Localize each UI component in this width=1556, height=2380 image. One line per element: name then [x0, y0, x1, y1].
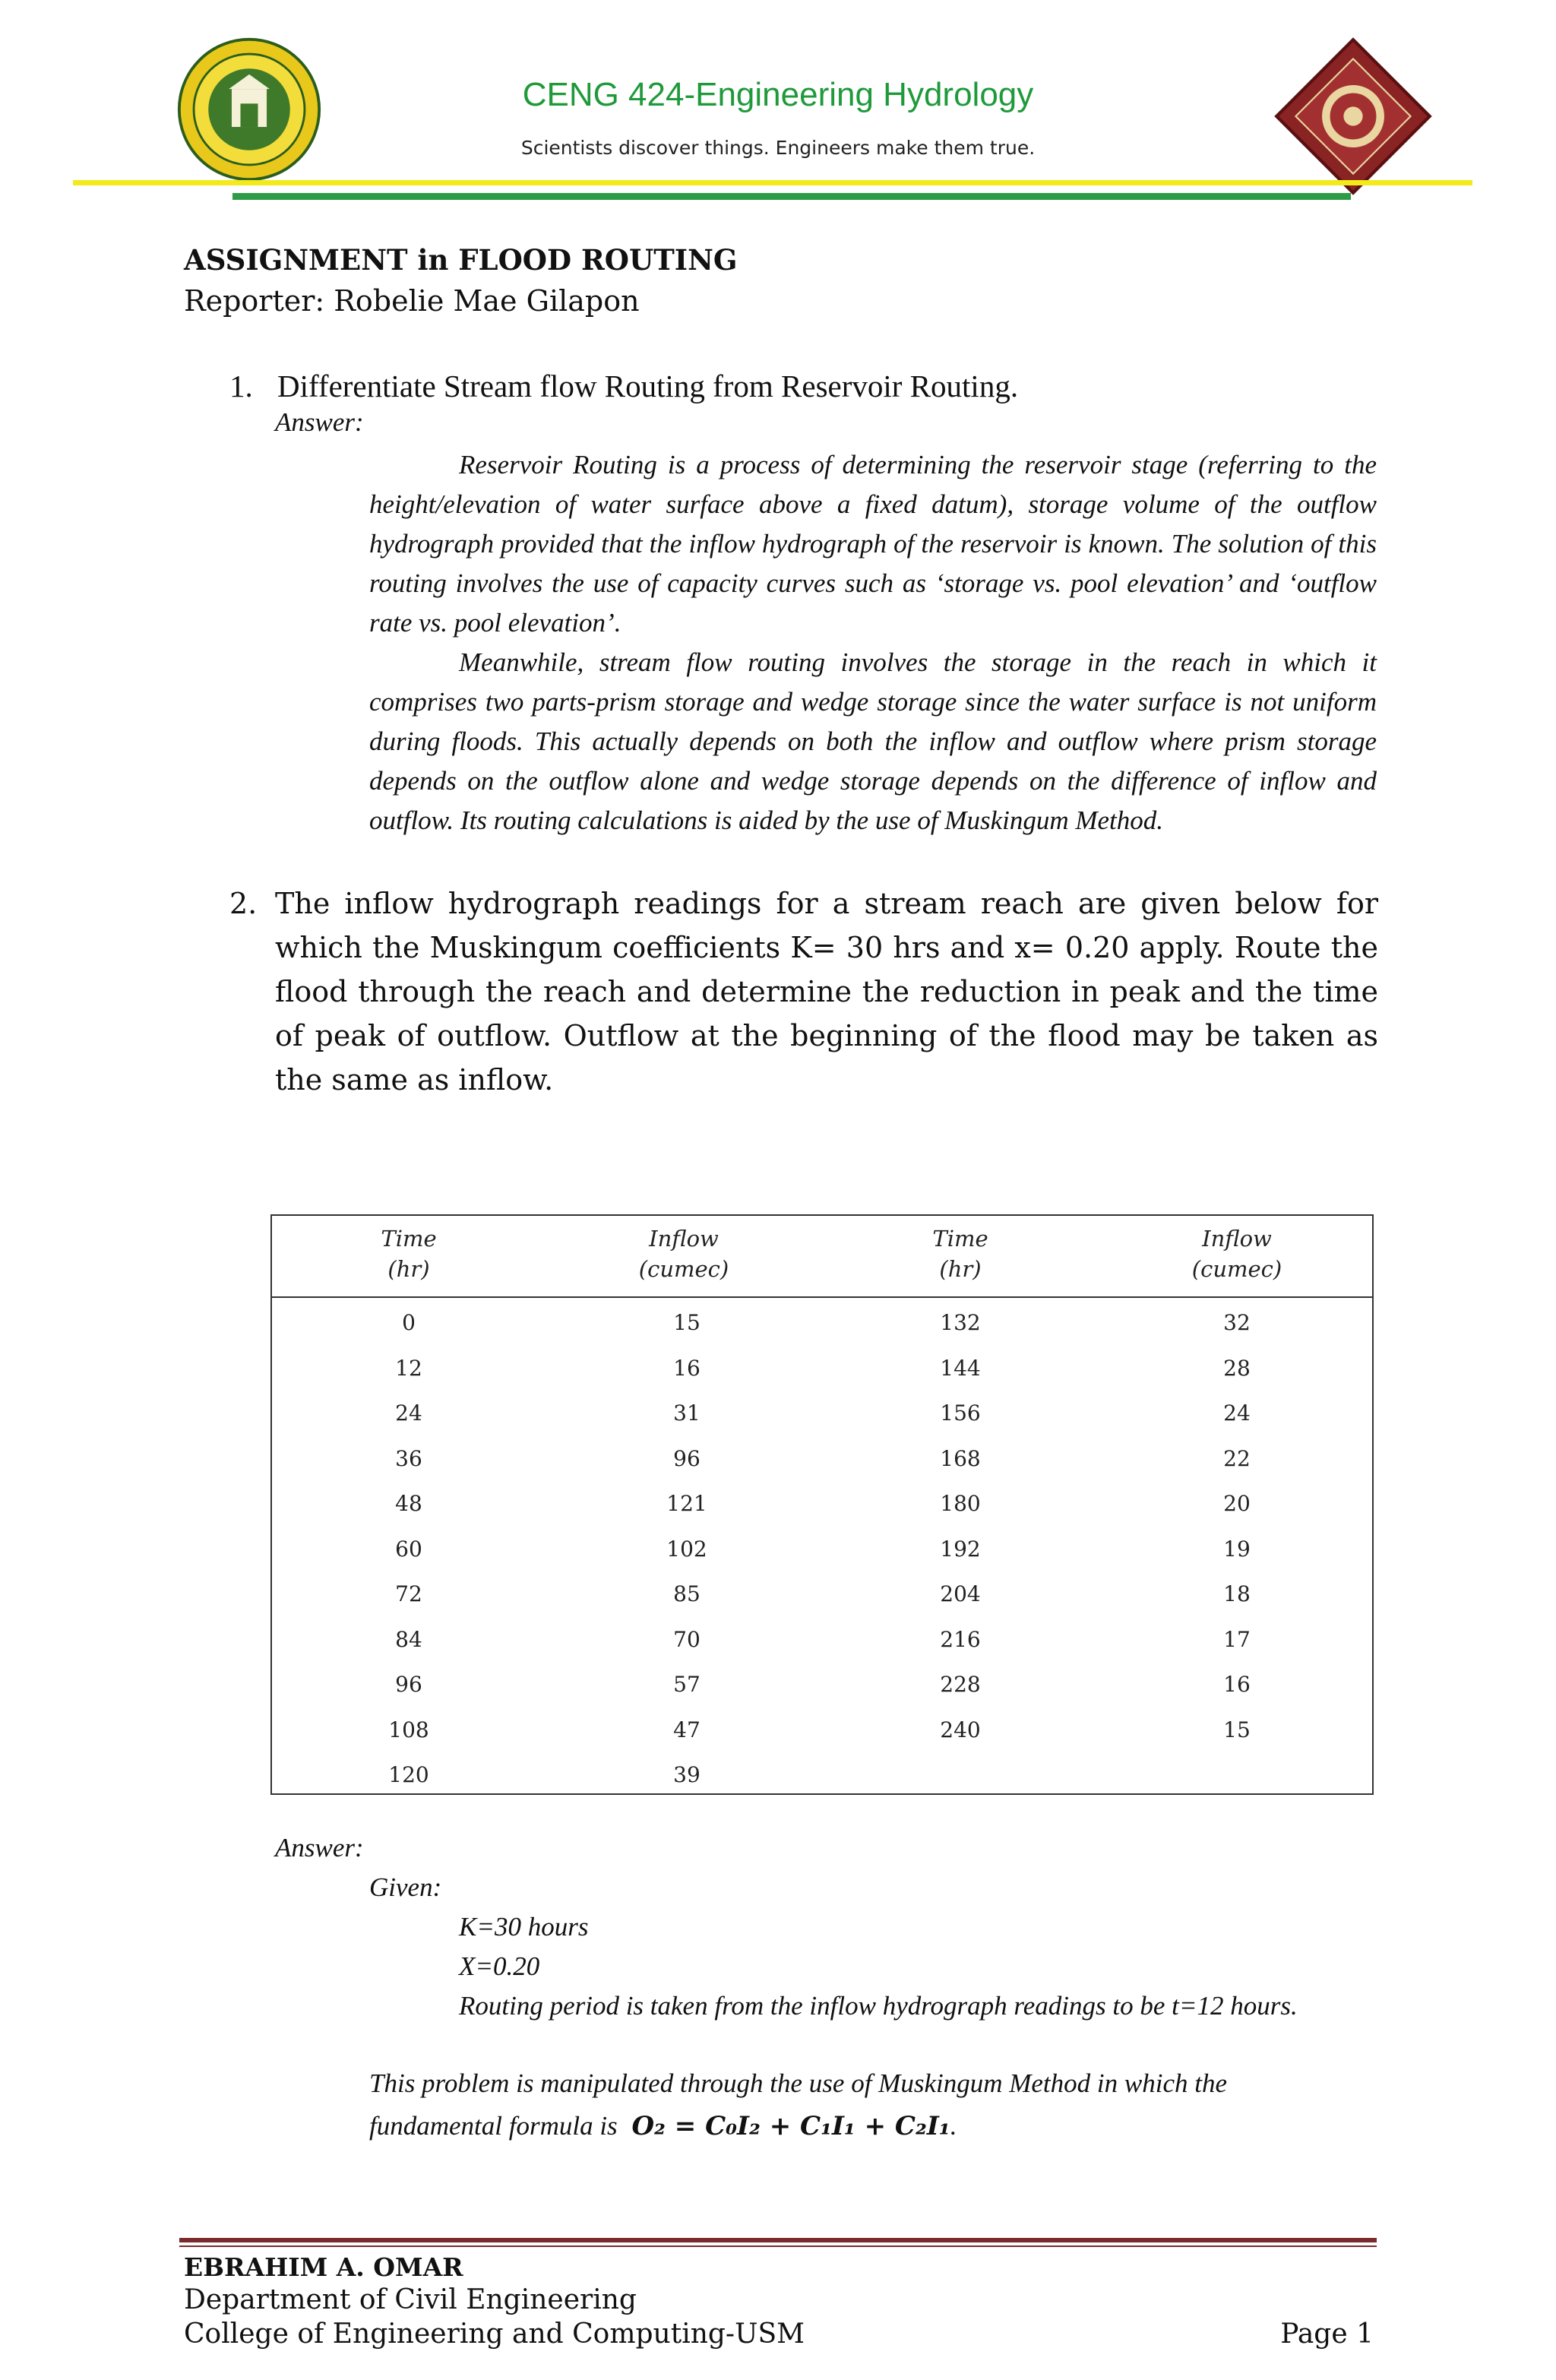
table-cell-inflow: 24 [1223, 1400, 1251, 1426]
method-sentence-line-1: This problem is manipulated through the use of Muskingum Method in which the [369, 2068, 1227, 2098]
header-rule-yellow [73, 180, 1472, 185]
assignment-title: ASSIGNMENT in FLOOD ROUTING [184, 243, 738, 277]
table-cell-time: 228 [940, 1672, 981, 1697]
answer-1-paragraph-1: Reservoir Routing is a process of determining the reservoir stage (referring to the height/elevation of water surface above a fixed datum), storage volume of the outflow hydrograph provided that the inflow hydrograph of the reservoir is known. The solution of this routing involves the use of capacity curves such as ‘storage vs. pool elevation’ and ‘outflow rate vs. pool elevation’. [369, 450, 1377, 638]
table-cell-inflow: 121 [666, 1491, 707, 1516]
table-cell-time: 144 [940, 1356, 981, 1381]
question-2-number: 2. [229, 887, 258, 920]
answer-2-label: Answer: [275, 1833, 364, 1863]
table-cell-time: 60 [395, 1537, 422, 1562]
course-title: CENG 424-Engineering Hydrology [522, 76, 1034, 113]
table-cell-time: 48 [395, 1491, 422, 1516]
table-cell-time: 180 [940, 1491, 981, 1516]
question-1 [229, 368, 1018, 404]
table-cell-inflow: 18 [1223, 1581, 1251, 1606]
table-cell-inflow: 15 [1223, 1717, 1251, 1742]
table-cell-time: 96 [395, 1672, 422, 1697]
table-cell-inflow: 70 [673, 1627, 701, 1652]
header-rule-green [232, 193, 1351, 200]
table-cell-inflow: 19 [1223, 1537, 1251, 1562]
table-cell-time: 204 [940, 1581, 981, 1606]
table-cell-inflow: 96 [673, 1446, 701, 1471]
table-cell-time: 168 [940, 1446, 981, 1471]
question-1-text: Differentiate Stream flow Routing from Reservoir Routing. [277, 369, 1019, 404]
table-cell-inflow: 16 [673, 1356, 701, 1381]
table-cell-time: 0 [402, 1310, 416, 1335]
footer-rule-thick [179, 2238, 1377, 2242]
table-cell-inflow: 15 [673, 1310, 701, 1335]
table-cell-time: 240 [940, 1717, 981, 1742]
table-cell-time: 36 [395, 1446, 422, 1471]
table-cell-time: 72 [395, 1581, 422, 1606]
given-label: Given: [369, 1872, 442, 1902]
table-cell-inflow: 28 [1223, 1356, 1251, 1381]
table-cell-inflow: 39 [673, 1762, 701, 1787]
table-cell-inflow: 47 [673, 1717, 701, 1742]
table-cell-time: 12 [395, 1356, 422, 1381]
table-cell-inflow: 102 [666, 1537, 707, 1562]
page-number: Page 1 [1280, 2318, 1374, 2350]
method-sentence-line-2: fundamental formula is O₂ = C₀I₂ + C₁I₁ + C₂I₁. [369, 2111, 957, 2141]
table-header-divider [270, 1296, 1374, 1298]
table-cell-inflow: 31 [673, 1400, 701, 1426]
table-cell-inflow: 16 [1223, 1672, 1251, 1697]
table-header-inflow-2: Inflow (cumec) [1191, 1226, 1282, 1282]
footer-department: Department of Civil Engineering [184, 2284, 637, 2315]
given-x: X=0.20 [459, 1951, 540, 1981]
footer-rule-thin [179, 2245, 1377, 2247]
footer-college: College of Engineering and Computing-USM [184, 2318, 805, 2350]
table-cell-time: 156 [940, 1400, 981, 1426]
table-header-inflow-1: Inflow (cumec) [638, 1226, 729, 1282]
question-2 [229, 881, 1378, 1102]
table-cell-inflow: 20 [1223, 1491, 1251, 1516]
given-routing-period: Routing period is taken from the inflow hydrograph readings to be t=12 hours. [459, 1991, 1298, 2021]
table-cell-time: 24 [395, 1400, 422, 1426]
table-header-time-1: Time (hr) [381, 1226, 437, 1282]
question-2-text: The inflow hydrograph readings for a stream reach are given below for which the Muskingum coefficients K= 30 hrs and x= 0.20 apply. Route the flood through the reach and determine the reduction in peak and the time of peak of outflow. Outflow at the beginning of the flood may be taken as the same as inflow. [275, 887, 1378, 1097]
given-k: K=30 hours [459, 1912, 589, 1942]
table-cell-inflow: 22 [1223, 1446, 1251, 1471]
reporter-line: Reporter: Robelie Mae Gilapon [184, 284, 640, 318]
table-cell-time: 132 [940, 1310, 981, 1335]
table-cell-time: 192 [940, 1537, 981, 1562]
table-cell-inflow: 17 [1223, 1627, 1251, 1652]
question-1-number: 1. [229, 369, 253, 404]
answer-1-paragraph-2: Meanwhile, stream flow routing involves the storage in the reach in which it comprises two parts-prism storage and wedge storage since the water surface is not uniform during floods. This actually depends on both the inflow and outflow where prism storage depends on the outflow alone and wedge storage depends on the difference of inflow and outflow. Its routing calculations is aided by the use of Muskingum Method. [369, 647, 1377, 835]
table-cell-inflow: 57 [673, 1672, 701, 1697]
table-header-time-2: Time (hr) [932, 1226, 988, 1282]
philippine-institute-of-civil-engineers-logo [1273, 36, 1433, 196]
table-cell-time: 216 [940, 1627, 981, 1652]
answer-1-label: Answer: [275, 407, 364, 437]
table-cell-time: 120 [388, 1762, 429, 1787]
footer-author-name: EBRAHIM A. OMAR [184, 2252, 463, 2282]
table-cell-inflow: 85 [673, 1581, 701, 1606]
table-cell-inflow: 32 [1223, 1310, 1251, 1335]
table-cell-time: 108 [388, 1717, 429, 1742]
table-cell-time: 84 [395, 1627, 422, 1652]
muskingum-formula: O₂ = C₀I₂ + C₁I₁ + C₂I₁ [631, 2111, 950, 2141]
course-tagline: Scientists discover things. Engineers make them true. [520, 137, 1036, 159]
